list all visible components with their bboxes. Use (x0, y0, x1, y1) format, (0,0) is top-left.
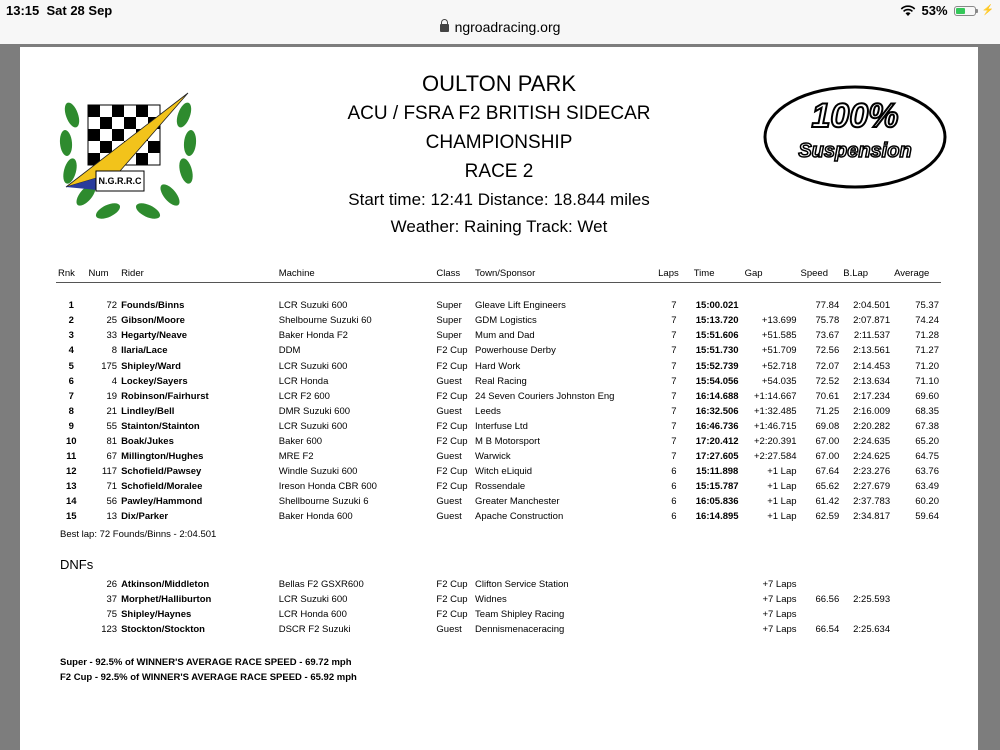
championship-line-1: ACU / FSRA F2 BRITISH SIDECAR (347, 103, 651, 124)
cell-class: Guest (436, 496, 462, 508)
cell-blap: 2:17.234 (853, 390, 891, 402)
battery-level (956, 8, 966, 14)
cell-speed: 67.64 (815, 466, 840, 478)
col-machine: Machine (277, 265, 435, 283)
cell-time: 16:46.736 (695, 420, 739, 432)
table-row (56, 509, 941, 524)
dnf-cell-empty (892, 577, 941, 592)
dnf-cell-empty (656, 577, 692, 592)
col-time: Time (692, 265, 743, 283)
cell-rnk: 2 (68, 315, 74, 327)
dnf-cell-rider: Atkinson/Middleton (121, 579, 210, 591)
lock-icon (440, 24, 449, 32)
table-row (56, 449, 941, 464)
col-rider: Rider (119, 265, 277, 283)
cell-sponsor: M B Motorsport (475, 435, 540, 447)
speed-notes (60, 655, 357, 685)
cell-class: Guest (436, 451, 462, 463)
cell-machine: Ireson Honda CBR 600 (278, 481, 377, 493)
cell-speed: 67.00 (815, 451, 840, 463)
cell-machine: LCR Honda (278, 375, 329, 387)
cell-rider: Pawley/Hammond (121, 496, 203, 508)
col-average: Average (892, 265, 941, 283)
cell-blap: 2:34.817 (853, 511, 891, 523)
dnf-cell-empty (656, 622, 692, 637)
cell-rnk: 4 (68, 345, 74, 357)
table-row (56, 479, 941, 494)
cell-sponsor: Greater Manchester (475, 496, 560, 508)
cell-rider: Schofield/Moralee (121, 481, 203, 493)
cell-laps: 7 (671, 360, 677, 372)
dnf-cell-gap: +7 Laps (762, 609, 797, 621)
cell-sponsor: Real Racing (475, 375, 527, 387)
cell-sponsor: Warwick (475, 451, 511, 463)
cell-blap: 2:16.009 (853, 405, 891, 417)
dnf-cell-empty (656, 592, 692, 607)
table-row (56, 464, 941, 479)
cell-laps: 7 (671, 390, 677, 402)
dnf-cell-speed (799, 607, 842, 622)
dnf-table (56, 577, 941, 637)
start-distance: Start time: 12:41 Distance: 18.844 miles (348, 190, 650, 209)
dnf-cell-empty (692, 622, 743, 637)
table-row (56, 313, 941, 328)
cell-class: Super (436, 300, 462, 312)
cell-laps: 7 (671, 420, 677, 432)
cell-time: 15:13.720 (695, 315, 739, 327)
dnf-cell-gap: +7 Laps (762, 579, 797, 591)
dnf-cell-speed (799, 577, 842, 592)
cell-class: Guest (436, 511, 462, 523)
cell-blap: 2:27.679 (853, 481, 891, 493)
cell-time: 15:52.739 (695, 360, 739, 372)
dnf-cell-class: F2 Cup (436, 594, 468, 606)
dnf-cell-gap: +7 Laps (762, 594, 797, 606)
cell-machine: Windle Suzuki 600 (278, 466, 358, 478)
cell-blap: 2:24.625 (853, 451, 891, 463)
dnf-cell-empty (656, 607, 692, 622)
address-bar[interactable] (0, 19, 1000, 35)
cell-speed: 65.62 (815, 481, 840, 493)
cell-time: 16:32.506 (695, 405, 739, 417)
cell-laps: 7 (671, 300, 677, 312)
cell-rnk: 7 (68, 390, 74, 402)
dnf-cell-num: 123 (101, 624, 118, 636)
cell-num: 56 (106, 496, 118, 508)
cell-gap: +54.035 (761, 375, 797, 387)
cell-speed: 69.08 (815, 420, 840, 432)
cell-class: F2 Cup (436, 481, 468, 493)
dnf-cell-empty (692, 607, 743, 622)
cell-speed: 77.84 (815, 300, 840, 312)
cell-speed: 71.25 (815, 405, 840, 417)
dnf-cell-class: F2 Cup (436, 579, 468, 591)
cell-blap: 2:04.501 (853, 300, 891, 312)
cell-machine: Baker Honda 600 (278, 511, 353, 523)
col-gap: Gap (743, 265, 799, 283)
cell-sponsor: 24 Seven Couriers Johnston Eng (475, 390, 615, 402)
cell-sponsor: Apache Construction (475, 511, 564, 523)
cell-rnk: 5 (68, 360, 74, 372)
cell-num: 71 (106, 481, 118, 493)
cell-sponsor: Witch eLiquid (475, 466, 533, 478)
cell-sponsor: Rossendale (475, 481, 526, 493)
cell-avg: 71.28 (915, 330, 939, 342)
cell-gap: +1 Lap (767, 511, 797, 523)
cell-num: 33 (106, 330, 118, 342)
cell-class: F2 Cup (436, 345, 468, 357)
col-rnk: Rnk (56, 265, 87, 283)
cell-laps: 7 (671, 315, 677, 327)
cell-speed: 62.59 (815, 511, 840, 523)
cell-blap: 2:23.276 (853, 466, 891, 478)
cell-avg: 69.60 (915, 390, 939, 402)
dnf-cell-machine: DSCR F2 Suzuki (278, 624, 351, 636)
cell-time: 16:05.836 (695, 496, 739, 508)
cell-num: 175 (101, 360, 118, 372)
cell-avg: 63.49 (915, 481, 939, 493)
cell-rider: Schofield/Pawsey (121, 466, 202, 478)
cell-speed: 72.07 (815, 360, 840, 372)
table-row (56, 358, 941, 373)
suspension-logo-percent: 100% (811, 97, 899, 135)
cell-time: 15:54.056 (695, 375, 739, 387)
cell-time: 16:14.895 (695, 511, 739, 523)
cell-machine: LCR Suzuki 600 (278, 360, 348, 372)
table-row (56, 419, 941, 434)
cell-laps: 6 (671, 496, 677, 508)
cell-laps: 7 (671, 345, 677, 357)
col-speed: Speed (799, 265, 842, 283)
cell-class: F2 Cup (436, 435, 468, 447)
table-row (56, 404, 941, 419)
weather-track: Weather: Raining Track: Wet (390, 217, 608, 236)
cell-avg: 59.64 (915, 511, 939, 523)
cell-laps: 6 (671, 511, 677, 523)
ngrrc-logo-text: N.G.R.R.C (98, 176, 142, 186)
dnf-title: DNFs (60, 557, 94, 572)
cell-machine: LCR F2 600 (278, 390, 330, 402)
cell-sponsor: Mum and Dad (475, 330, 535, 342)
note-f2cup: F2 Cup - 92.5% of WINNER'S AVERAGE RACE SPEED - 65.92 mph (60, 672, 357, 683)
cell-class: F2 Cup (436, 420, 468, 432)
cell-avg: 60.20 (915, 496, 939, 508)
cell-machine: LCR Suzuki 600 (278, 300, 348, 312)
cell-gap: +1 Lap (767, 496, 797, 508)
cell-gap (743, 298, 799, 313)
dnf-cell-empty (692, 592, 743, 607)
cell-machine: MRE F2 (278, 451, 314, 463)
col-class: Class (434, 265, 473, 283)
cell-rider: Lindley/Bell (121, 405, 175, 417)
dnf-cell-class: Guest (436, 624, 462, 636)
dnf-cell-empty (56, 622, 87, 637)
cell-speed: 75.78 (815, 315, 840, 327)
table-row (56, 374, 941, 389)
cell-avg: 71.20 (915, 360, 939, 372)
dnf-cell-class: F2 Cup (436, 609, 468, 621)
cell-speed: 72.52 (815, 375, 840, 387)
status-time: 13:15 (6, 3, 40, 18)
cell-rider: Millington/Hughes (121, 451, 204, 463)
col-sponsor: Town/Sponsor (473, 265, 656, 283)
dnf-cell-machine: LCR Honda 600 (278, 609, 347, 621)
status-date: Sat 28 Sep (46, 3, 113, 18)
cell-rnk: 13 (65, 481, 77, 493)
cell-num: 19 (106, 390, 118, 402)
dnf-cell-rider: Stockton/Stockton (121, 624, 205, 636)
cell-sponsor: Interfuse Ltd (475, 420, 528, 432)
col-num: Num (87, 265, 120, 283)
cell-machine: DMR Suzuki 600 (278, 405, 351, 417)
battery-percent: 53% (921, 3, 948, 18)
dnf-cell-empty (892, 622, 941, 637)
dnf-cell-blap (841, 607, 892, 622)
cell-rnk: 1 (68, 300, 74, 312)
cell-blap: 2:11.537 (853, 330, 891, 342)
table-row (56, 328, 941, 343)
table-row (56, 343, 941, 358)
cell-rider: Founds/Binns (121, 300, 185, 312)
dnf-cell-empty (892, 607, 941, 622)
cell-class: Super (436, 315, 462, 327)
dnf-cell-sponsor: Team Shipley Racing (475, 609, 565, 621)
note-super: Super - 92.5% of WINNER'S AVERAGE RACE SPEED - 69.72 mph (60, 657, 352, 668)
cell-gap: +1 Lap (767, 481, 797, 493)
venue-title: OULTON PARK (421, 71, 577, 96)
cell-time: 16:14.688 (695, 390, 739, 402)
cell-num: 21 (106, 405, 118, 417)
cell-rider: Gibson/Moore (121, 315, 185, 327)
cell-blap: 2:37.783 (853, 496, 891, 508)
dnf-cell-empty (56, 607, 87, 622)
cell-laps: 6 (671, 481, 677, 493)
cell-num: 81 (106, 435, 118, 447)
cell-machine: LCR Suzuki 600 (278, 420, 348, 432)
results-document (20, 47, 978, 750)
cell-avg: 65.20 (915, 435, 939, 447)
col-laps: Laps (656, 265, 692, 283)
cell-class: Guest (436, 405, 462, 417)
col-blap: B.Lap (841, 265, 892, 283)
championship-line-2: CHAMPIONSHIP (425, 132, 573, 153)
cell-blap: 2:07.871 (853, 315, 891, 327)
cell-speed: 73.67 (815, 330, 840, 342)
suspension-logo-word: Suspension (798, 140, 912, 162)
cell-gap: +1:46.715 (754, 420, 797, 432)
cell-rnk: 11 (66, 451, 77, 463)
results-table (56, 265, 941, 525)
cell-avg: 64.75 (915, 451, 939, 463)
status-time-date (6, 3, 112, 18)
cell-sponsor: Hard Work (475, 360, 521, 372)
cell-rnk: 12 (65, 466, 77, 478)
cell-rnk: 9 (68, 420, 74, 432)
cell-class: Guest (436, 375, 462, 387)
cell-sponsor: Leeds (475, 405, 501, 417)
results-header-row (56, 265, 941, 283)
dnf-cell-rider: Shipley/Haynes (121, 609, 192, 621)
charging-icon: ⚡ (981, 5, 994, 16)
document-header (20, 69, 978, 240)
cell-num: 67 (106, 451, 118, 463)
cell-gap: +51.709 (761, 345, 797, 357)
table-row (56, 434, 941, 449)
cell-speed: 70.61 (815, 390, 840, 402)
cell-avg: 68.35 (915, 405, 939, 417)
cell-time: 15:51.606 (695, 330, 739, 342)
dnf-cell-blap: 2:25.634 (853, 624, 891, 636)
cell-laps: 6 (671, 466, 677, 478)
cell-rider: Hegarty/Neave (121, 330, 188, 342)
cell-avg: 71.27 (915, 345, 939, 357)
dnf-cell-rider: Morphet/Halliburton (121, 594, 212, 606)
cell-avg: 71.10 (915, 375, 939, 387)
cell-laps: 7 (671, 375, 677, 387)
dnf-cell-num: 75 (106, 609, 118, 621)
dnf-cell-machine: Bellas F2 GSXR600 (278, 579, 364, 591)
cell-speed: 61.42 (815, 496, 840, 508)
dnf-cell-empty (56, 577, 87, 592)
cell-laps: 7 (671, 405, 677, 417)
race-number: RACE 2 (464, 161, 534, 182)
cell-gap: +52.718 (761, 360, 797, 372)
dnf-cell-empty (56, 592, 87, 607)
cell-num: 4 (111, 375, 118, 387)
cell-rnk: 10 (65, 435, 77, 447)
dnf-cell-speed: 66.56 (815, 594, 840, 606)
cell-class: F2 Cup (436, 390, 468, 402)
cell-gap: +2:20.391 (754, 435, 797, 447)
dnf-row (56, 622, 941, 637)
cell-rnk: 8 (68, 405, 74, 417)
cell-class: F2 Cup (436, 466, 468, 478)
cell-rider: Dix/Parker (121, 511, 169, 523)
cell-sponsor: GDM Logistics (475, 315, 537, 327)
cell-time: 15:00.021 (695, 300, 739, 312)
dnf-cell-sponsor: Dennismenaceracing (475, 624, 565, 636)
cell-class: F2 Cup (436, 360, 468, 372)
cell-avg: 75.37 (915, 300, 939, 312)
cell-sponsor: Powerhouse Derby (475, 345, 556, 357)
status-indicators (900, 3, 994, 18)
cell-gap: +1:14.667 (754, 390, 797, 402)
cell-num: 55 (106, 420, 118, 432)
dnf-cell-speed: 66.54 (815, 624, 840, 636)
cell-gap: +2:27.584 (754, 451, 797, 463)
cell-rider: Shipley/Ward (121, 360, 181, 372)
cell-machine: Baker 600 (278, 435, 323, 447)
cell-blap: 2:14.453 (853, 360, 891, 372)
cell-avg: 63.76 (915, 466, 939, 478)
cell-rnk: 15 (65, 511, 77, 523)
dnf-cell-blap: 2:25.593 (853, 594, 891, 606)
table-row (56, 298, 941, 313)
cell-laps: 7 (671, 451, 677, 463)
cell-machine: Shelbourne Suzuki 60 (278, 315, 372, 327)
cell-rnk: 3 (68, 330, 74, 342)
dnf-cell-sponsor: Clifton Service Station (475, 579, 569, 591)
cell-num: 8 (111, 345, 118, 357)
battery-icon (954, 6, 976, 16)
cell-rider: Boak/Jukes (121, 435, 174, 447)
dnf-cell-blap (841, 577, 892, 592)
cell-gap: +13.699 (761, 315, 797, 327)
cell-rider: Robinson/Fairhurst (121, 390, 209, 402)
cell-time: 17:27.605 (695, 451, 739, 463)
status-bar (0, 0, 1000, 44)
cell-time: 17:20.412 (695, 435, 739, 447)
cell-class: Super (436, 330, 462, 342)
cell-speed: 67.00 (815, 435, 840, 447)
cell-rnk: 14 (65, 496, 77, 508)
cell-time: 15:11.898 (696, 466, 739, 478)
cell-speed: 72.56 (815, 345, 840, 357)
cell-gap: +51.585 (761, 330, 797, 342)
dnf-cell-machine: LCR Suzuki 600 (278, 594, 348, 606)
cell-blap: 2:13.561 (853, 345, 891, 357)
cell-num: 13 (106, 511, 118, 523)
cell-rider: Ilaria/Lace (121, 345, 168, 357)
cell-avg: 67.38 (915, 420, 939, 432)
cell-rnk: 6 (68, 375, 74, 387)
dnf-cell-empty (692, 577, 743, 592)
cell-machine: Baker Honda F2 (278, 330, 348, 342)
cell-num: 117 (101, 466, 118, 478)
dnf-cell-num: 26 (106, 579, 118, 591)
cell-laps: 7 (671, 330, 677, 342)
dnf-cell-empty (892, 592, 941, 607)
cell-laps: 7 (671, 435, 677, 447)
wifi-icon (900, 5, 916, 17)
cell-machine: Shellbourne Suzuki 6 (278, 496, 369, 508)
cell-gap: +1 Lap (767, 466, 797, 478)
cell-blap: 2:20.282 (853, 420, 891, 432)
table-row (56, 389, 941, 404)
cell-machine: DDM (278, 345, 301, 357)
cell-blap: 2:24.635 (853, 435, 891, 447)
cell-blap: 2:13.634 (853, 375, 891, 387)
cell-avg: 74.24 (915, 315, 939, 327)
cell-num: 25 (106, 315, 118, 327)
cell-rider: Lockey/Sayers (121, 375, 188, 387)
url-text: ngroadracing.org (454, 19, 561, 35)
cell-num: 72 (106, 300, 118, 312)
cell-rider: Stainton/Stainton (121, 420, 200, 432)
cell-time: 15:15.787 (695, 481, 739, 493)
table-row (56, 494, 941, 509)
best-lap: Best lap: 72 Founds/Binns - 2:04.501 (60, 529, 217, 540)
cell-time: 15:51.730 (695, 345, 739, 357)
cell-gap: +1:32.485 (754, 405, 797, 417)
dnf-cell-gap: +7 Laps (762, 624, 797, 636)
dnf-cell-sponsor: Widnes (475, 594, 507, 606)
dnf-row (56, 577, 941, 592)
dnf-row (56, 592, 941, 607)
dnf-row (56, 607, 941, 622)
dnf-cell-num: 37 (106, 594, 118, 606)
cell-sponsor: Gleave Lift Engineers (475, 300, 566, 312)
